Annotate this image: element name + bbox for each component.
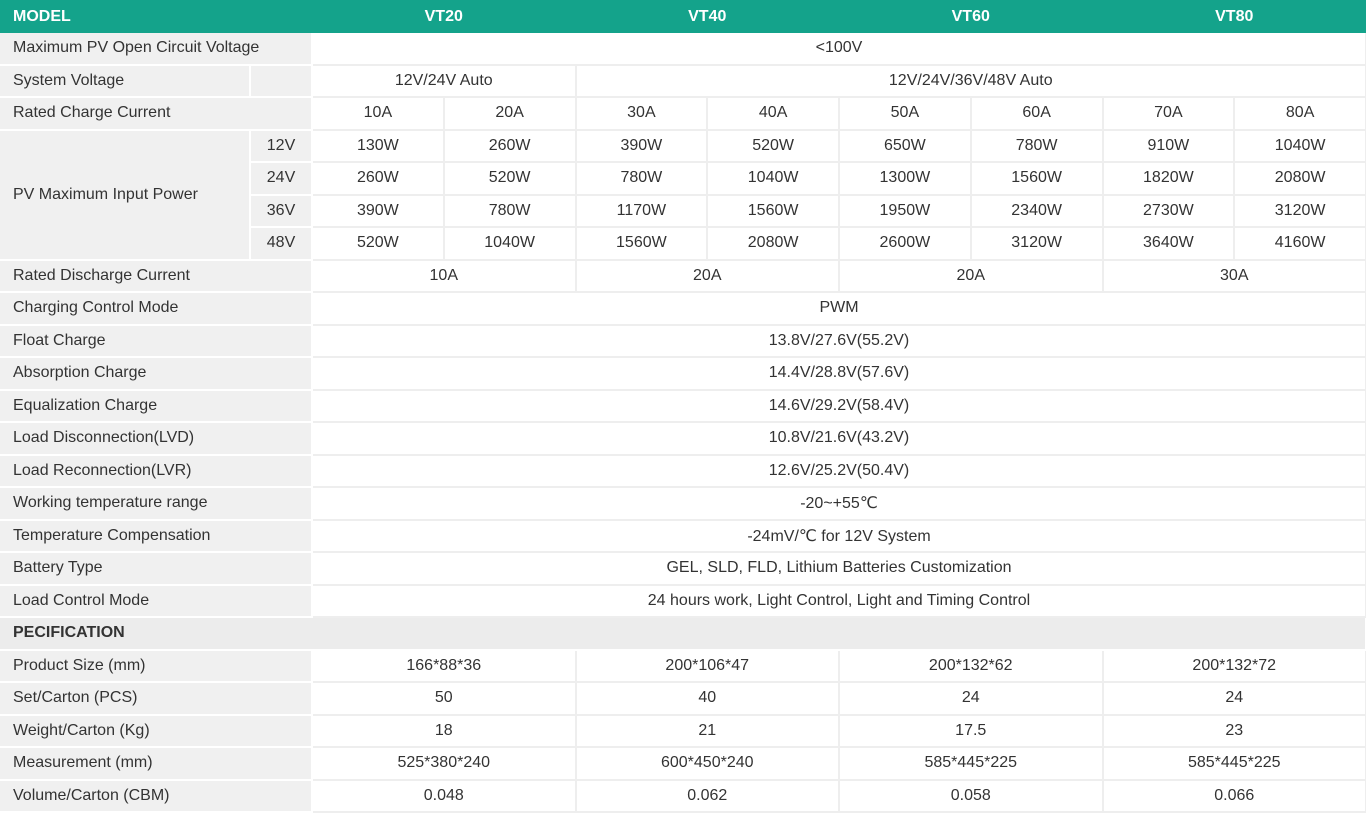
row-lvd [0,422,1366,455]
cell: 585*445*225 [1103,747,1366,780]
cell: 10A [312,97,444,130]
cell: 1560W [971,162,1103,195]
row-label: Load Reconnection(LVR) [0,455,312,488]
row-rated-charge [0,97,1366,130]
row-value: 14.6V/29.2V(58.4V) [312,390,1366,423]
cell: 0.062 [576,780,840,813]
cell: 1040W [707,162,839,195]
row-label: Float Charge [0,325,312,358]
cell: 1820W [1103,162,1235,195]
row-label: Load Control Mode [0,585,312,618]
cell: 21 [576,715,840,748]
row-value: 10.8V/21.6V(43.2V) [312,422,1366,455]
row-label: Rated Charge Current [0,97,312,130]
row-label: Working temperature range [0,487,312,520]
row-weight-carton [0,715,1366,748]
model-vt40: VT40 [576,0,840,33]
cell: 780W [971,130,1103,163]
cell: 200*132*62 [839,650,1103,683]
cell: 585*445*225 [839,747,1103,780]
section-header-row [0,617,1366,650]
row-charging-mode [0,292,1366,325]
cell: 650W [839,130,971,163]
cell: 130W [312,130,444,163]
row-value: 13.8V/27.6V(55.2V) [312,325,1366,358]
row-label: Temperature Compensation [0,520,312,553]
cell: 24 [839,682,1103,715]
row-equalization-charge [0,390,1366,423]
row-value: PWM [312,292,1366,325]
cell: 780W [576,162,708,195]
cell: 520W [444,162,576,195]
cell: 1040W [1234,130,1366,163]
cell: 2600W [839,227,971,260]
row-label: Maximum PV Open Circuit Voltage [0,33,312,65]
row-label: Charging Control Mode [0,292,312,325]
row-label: Battery Type [0,552,312,585]
cell: 10A [312,260,576,293]
cell: 50A [839,97,971,130]
row-label: Absorption Charge [0,357,312,390]
cell: 2340W [971,195,1103,228]
voltage-label: 48V [250,227,312,260]
cell: 520W [707,130,839,163]
row-absorption-charge [0,357,1366,390]
cell: 24 [1103,682,1366,715]
cell: 3640W [1103,227,1235,260]
row-rated-discharge [0,260,1366,293]
voltage-label: 24V [250,162,312,195]
cell: 50 [312,682,576,715]
row-value: 24 hours work, Light Control, Light and Timing Control [312,585,1366,618]
cell: 260W [312,162,444,195]
cell: 20A [576,260,840,293]
row-value: 12V/24V Auto [312,65,576,98]
cell: 780W [444,195,576,228]
cell: 18 [312,715,576,748]
cell: 60A [971,97,1103,130]
cell: 80A [1234,97,1366,130]
cell: 260W [444,130,576,163]
cell: 525*380*240 [312,747,576,780]
row-label: PV Maximum Input Power [0,130,250,260]
row-pv-open-voltage [0,33,1366,65]
cell: 40A [707,97,839,130]
row-label: Set/Carton (PCS) [0,682,312,715]
model-vt80: VT80 [1103,0,1366,33]
row-label: Equalization Charge [0,390,312,423]
voltage-label: 36V [250,195,312,228]
cell: 20A [839,260,1103,293]
row-value: 12V/24V/36V/48V Auto [576,65,1366,98]
cell: 70A [1103,97,1235,130]
row-measurement [0,747,1366,780]
cell: 2080W [707,227,839,260]
model-vt20: VT20 [312,0,576,33]
row-label: Volume/Carton (CBM) [0,780,312,813]
row-value: <100V [312,33,1366,65]
row-system-voltage [0,65,1366,98]
cell: 1040W [444,227,576,260]
row-label: Measurement (mm) [0,747,312,780]
row-temp-compensation [0,520,1366,553]
header-row [0,0,1366,33]
row-label: System Voltage [0,65,250,98]
cell: 17.5 [839,715,1103,748]
row-pv-power-12v [0,130,1366,163]
row-load-control [0,585,1366,618]
cell: 166*88*36 [312,650,576,683]
cell: 3120W [971,227,1103,260]
row-value: 14.4V/28.8V(57.6V) [312,357,1366,390]
row-label: Rated Discharge Current [0,260,312,293]
row-value: -24mV/℃ for 12V System [312,520,1366,553]
cell: 40 [576,682,840,715]
cell: 4160W [1234,227,1366,260]
row-lvr [0,455,1366,488]
row-label: Product Size (mm) [0,650,312,683]
row-float-charge [0,325,1366,358]
cell: 23 [1103,715,1366,748]
row-sub-blank [250,65,312,98]
cell: 0.048 [312,780,576,813]
cell: 0.058 [839,780,1103,813]
cell: 30A [1103,260,1366,293]
cell: 1560W [707,195,839,228]
cell: 1170W [576,195,708,228]
row-label: Load Disconnection(LVD) [0,422,312,455]
row-value: GEL, SLD, FLD, Lithium Batteries Customization [312,552,1366,585]
cell: 2730W [1103,195,1235,228]
cell: 2080W [1234,162,1366,195]
row-product-size [0,650,1366,683]
cell: 200*106*47 [576,650,840,683]
row-value: 12.6V/25.2V(50.4V) [312,455,1366,488]
cell: 390W [576,130,708,163]
row-set-carton [0,682,1366,715]
section-title: PECIFICATION [0,617,1366,650]
row-working-temp [0,487,1366,520]
cell: 1950W [839,195,971,228]
row-label: Weight/Carton (Kg) [0,715,312,748]
cell: 910W [1103,130,1235,163]
cell: 0.066 [1103,780,1366,813]
cell: 20A [444,97,576,130]
model-vt60: VT60 [839,0,1103,33]
cell: 1560W [576,227,708,260]
row-volume-carton [0,780,1366,813]
cell: 3120W [1234,195,1366,228]
cell: 200*132*72 [1103,650,1366,683]
cell: 30A [576,97,708,130]
voltage-label: 12V [250,130,312,163]
cell: 1300W [839,162,971,195]
cell: 390W [312,195,444,228]
model-header: MODEL [0,0,312,33]
cell: 600*450*240 [576,747,840,780]
row-battery-type [0,552,1366,585]
cell: 520W [312,227,444,260]
row-value: -20~+55℃ [312,487,1366,520]
